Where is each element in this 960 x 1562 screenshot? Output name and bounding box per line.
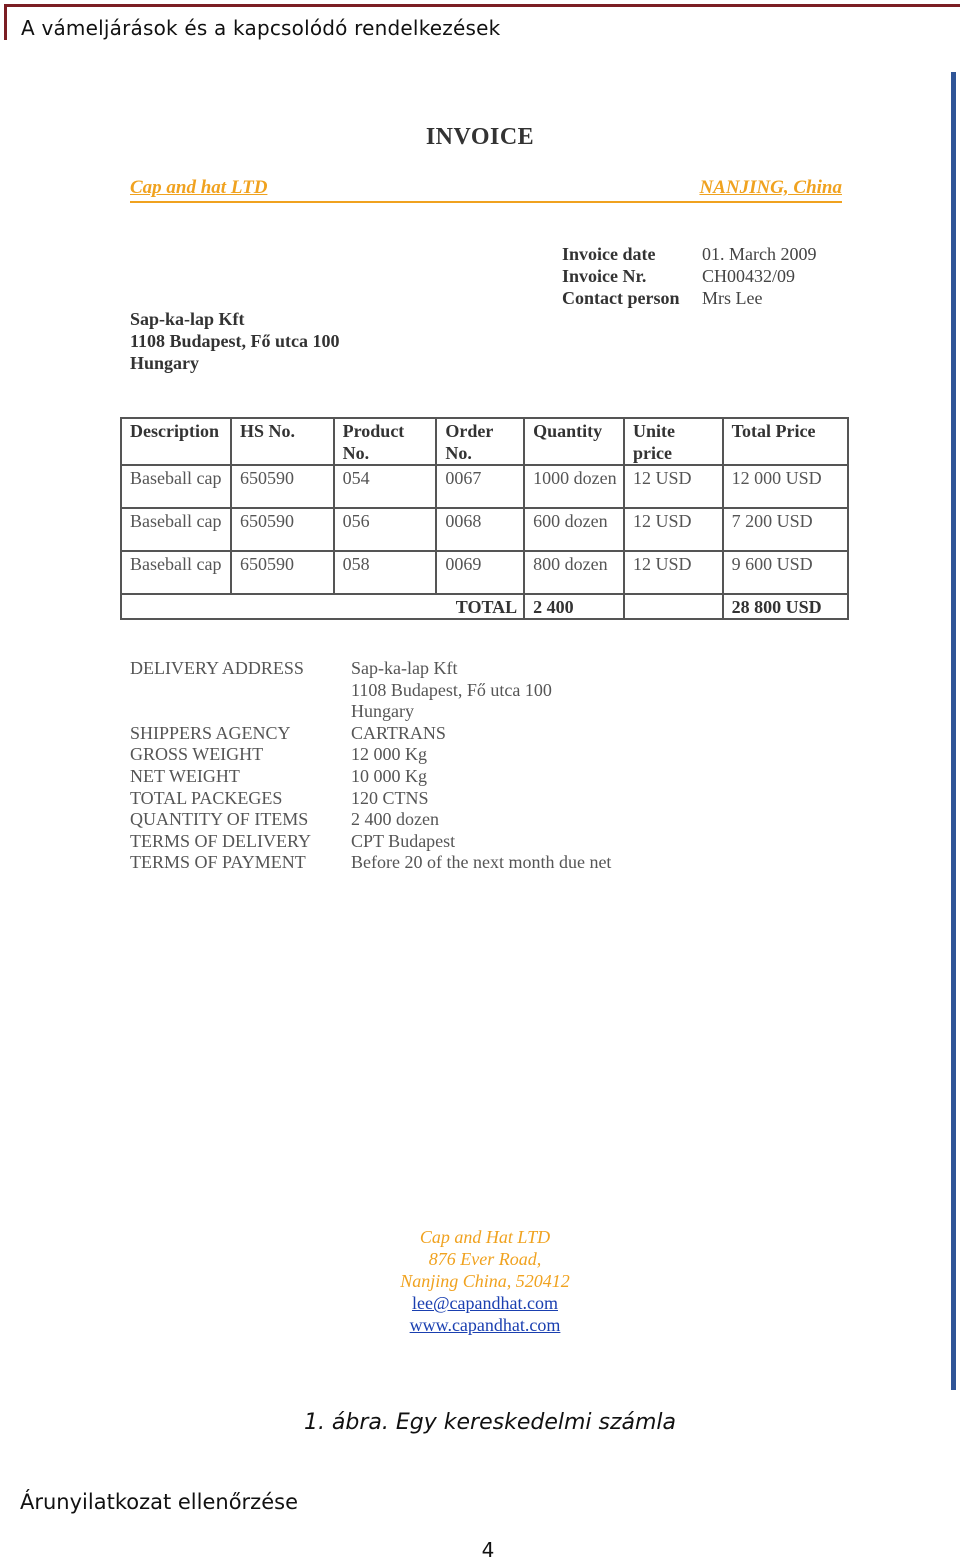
- shipping-value: 12 000 Kg: [351, 744, 427, 765]
- column-header: Unite price: [624, 418, 723, 465]
- shipping-value: 2 400 dozen: [351, 809, 439, 830]
- shipping-label: NET WEIGHT: [130, 765, 240, 786]
- column-header: Description: [121, 418, 231, 465]
- cell: 9 600 USD: [723, 551, 848, 594]
- page-header: [4, 4, 960, 40]
- email-link[interactable]: lee@capandhat.com: [411, 1293, 558, 1313]
- cell: 650590: [231, 465, 334, 508]
- shipping-row: [130, 852, 611, 874]
- meta-value: CH00432/09: [702, 266, 796, 286]
- cell: 7 200 USD: [723, 508, 848, 551]
- column-header: Quantity: [524, 418, 624, 465]
- meta-label: Invoice Nr.: [562, 266, 647, 286]
- cell: 054: [334, 465, 437, 508]
- invoice-meta: [562, 244, 816, 310]
- cell: 600 dozen: [524, 508, 624, 551]
- shipping-row: [130, 723, 611, 745]
- shipping-label: TERMS OF PAYMENT: [130, 852, 306, 873]
- shipping-value: 120 CTNS: [351, 787, 429, 808]
- column-header: HS No.: [231, 418, 334, 465]
- footer-line: Nanjing China, 520412: [400, 1271, 570, 1291]
- figure-caption: 1. ábra. Egy kereskedelmi számla: [303, 1410, 677, 1435]
- cell: 650590: [231, 508, 334, 551]
- shipping-value: CPT Budapest: [351, 830, 456, 851]
- seller-footer: [0, 1226, 960, 1336]
- shipping-details: [130, 658, 611, 874]
- cell: 0068: [436, 508, 524, 551]
- shipping-label: QUANTITY OF ITEMS: [130, 809, 309, 830]
- meta-row-number: [562, 266, 816, 288]
- cell: 12 USD: [624, 551, 723, 594]
- column-header: Order No.: [436, 418, 524, 465]
- cell: 058: [334, 551, 437, 594]
- column-header: Total Price: [723, 418, 848, 465]
- cell: 0069: [436, 551, 524, 594]
- scan-edge: [951, 72, 956, 1390]
- page-footer-title: Árunyilatkozat ellenőrzése: [20, 1490, 298, 1514]
- seller-city: NANJING, China: [699, 177, 842, 198]
- shipping-value: 10 000 Kg: [351, 765, 427, 786]
- meta-row-date: [562, 244, 816, 266]
- table-row: [121, 465, 848, 508]
- delivery-street: 1108 Budapest, Fő utca 100: [351, 679, 552, 700]
- meta-value: Mrs Lee: [702, 288, 763, 308]
- total-label: TOTAL: [121, 594, 524, 619]
- shipping-row: [130, 831, 611, 853]
- shipping-row-delivery-address: [130, 658, 611, 723]
- buyer-address: [130, 308, 340, 374]
- seller-line: [130, 177, 842, 203]
- shipping-label: SHIPPERS AGENCY: [130, 722, 291, 743]
- table-header-row: [121, 418, 848, 465]
- buyer-country: Hungary: [130, 353, 200, 373]
- shipping-label: TOTAL PACKEGES: [130, 787, 283, 808]
- meta-value: 01. March 2009: [702, 244, 817, 264]
- cell: Baseball cap: [121, 508, 231, 551]
- shipping-row: [130, 809, 611, 831]
- seller-name: Cap and hat LTD: [130, 177, 268, 198]
- website-link[interactable]: www.capandhat.com: [409, 1315, 561, 1335]
- cell: 12 USD: [624, 508, 723, 551]
- cell: 12 000 USD: [723, 465, 848, 508]
- page-number: 4: [481, 1538, 495, 1562]
- buyer-street: 1108 Budapest, Fő utca 100: [130, 331, 340, 351]
- total-quantity: 2 400: [524, 594, 624, 619]
- buyer-name: Sap-ka-lap Kft: [130, 309, 245, 329]
- shipping-row: [130, 766, 611, 788]
- total-row: [121, 594, 848, 619]
- delivery-country: Hungary: [351, 701, 414, 722]
- header-title: A vámeljárások és a kapcsolódó rendelkezések: [21, 16, 501, 40]
- table-row: [121, 551, 848, 594]
- cell: 650590: [231, 551, 334, 594]
- cell: 1000 dozen: [524, 465, 624, 508]
- shipping-row: [130, 788, 611, 810]
- shipping-label: TERMS OF DELIVERY: [130, 830, 312, 851]
- cell: 12 USD: [624, 465, 723, 508]
- delivery-name: Sap-ka-lap Kft: [351, 658, 458, 678]
- items-table: [120, 417, 849, 620]
- column-header: Product No.: [334, 418, 437, 465]
- cell: Baseball cap: [121, 551, 231, 594]
- invoice-title: INVOICE: [425, 124, 535, 150]
- shipping-label: DELIVERY ADDRESS: [130, 658, 304, 678]
- shipping-value: [351, 658, 552, 723]
- table-row: [121, 508, 848, 551]
- cell: 0067: [436, 465, 524, 508]
- cell: 056: [334, 508, 437, 551]
- meta-label: Contact person: [562, 288, 680, 308]
- shipping-label: GROSS WEIGHT: [130, 744, 264, 765]
- meta-label: Invoice date: [562, 244, 656, 264]
- cell: 800 dozen: [524, 551, 624, 594]
- footer-line: 876 Ever Road,: [428, 1249, 542, 1269]
- footer-line: Cap and Hat LTD: [419, 1227, 551, 1247]
- empty-cell: [624, 594, 723, 619]
- shipping-value: Before 20 of the next month due net: [351, 852, 612, 873]
- shipping-row: [130, 744, 611, 766]
- total-price: 28 800 USD: [723, 594, 848, 619]
- cell: Baseball cap: [121, 465, 231, 508]
- shipping-value: CARTRANS: [351, 722, 446, 743]
- meta-row-contact: [562, 288, 816, 310]
